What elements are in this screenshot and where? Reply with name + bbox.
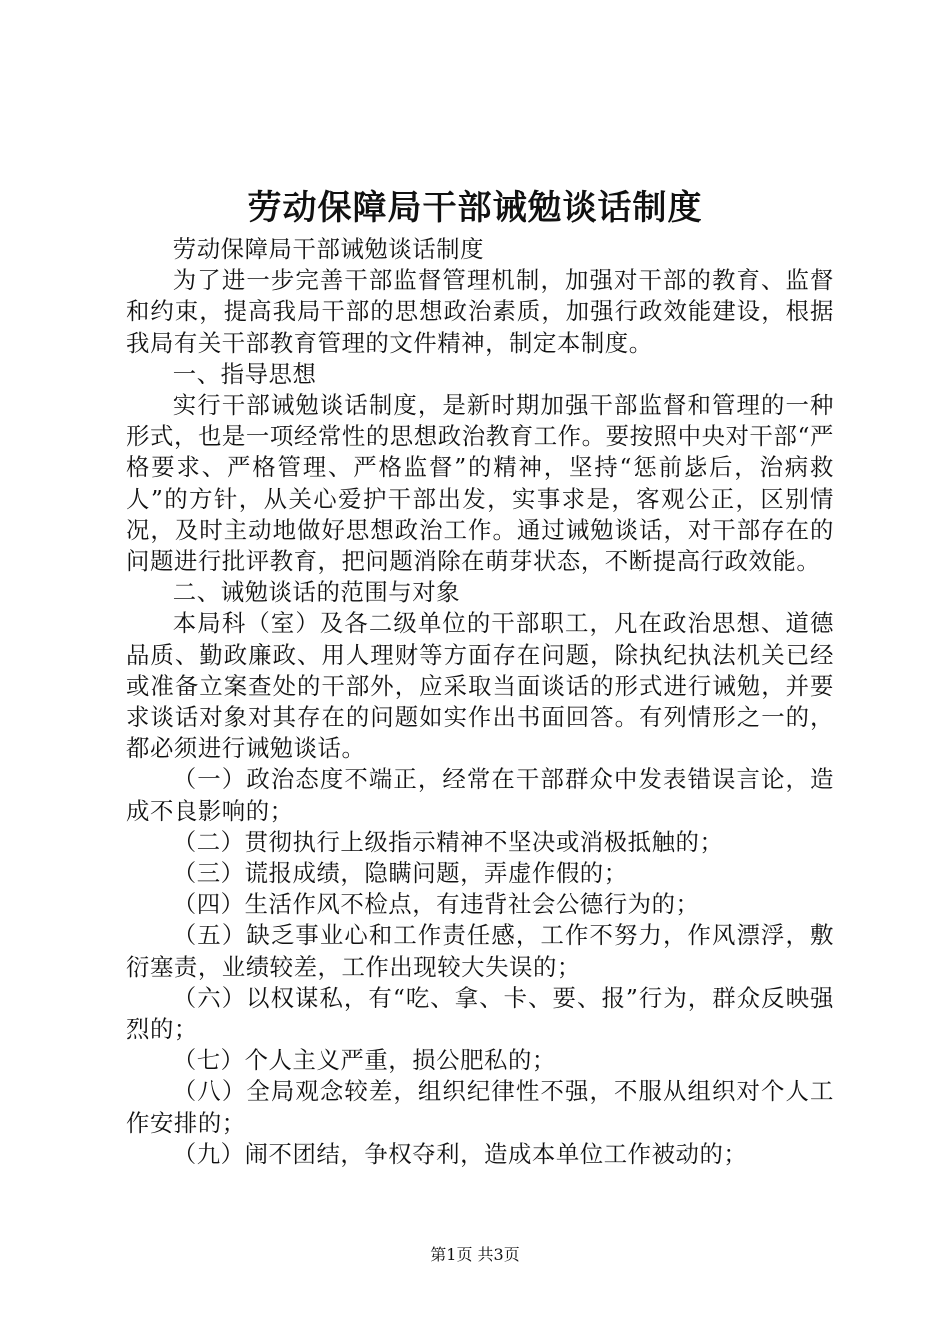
- list-item-3: （三）谎报成绩，隐瞒问题，弄虚作假的；: [172, 859, 628, 888]
- section-heading-scope: 二、诫勉谈话的范围与对象: [172, 578, 461, 607]
- list-item-6: （六）以权谋私，有“吃、拿、卡、要、报”行为，群众反映强烈的；: [126, 983, 834, 1044]
- list-item-4: （四）生活作风不检点，有违背社会公德行为的；: [172, 890, 700, 919]
- paragraph-intro: 为了进一步完善干部监督管理机制，加强对干部的教育、监督和约束，提高我局干部的思想政治素质，加强行政效能建设，根据我局有关干部教育管理的文件精神，制定本制度。: [126, 266, 834, 357]
- list-item-9: （九）闹不团结，争权夺利，造成本单位工作被动的；: [172, 1139, 748, 1168]
- section-heading-guiding-ideology: 一、指导思想: [172, 359, 317, 388]
- paragraph-guiding-ideology: 实行干部诫勉谈话制度，是新时期加强干部监督和管理的一种形式，也是一项经常性的思想政治教育工作。要按照中央对干部“严格要求、严格管理、严格监督”的精神，坚持“惩前毖后，治病救人”的方针，从关心爱护干部出发，实事求是，客观公正，区别情况，及时主动地做好思想政治工作。通过诫勉谈话，对干部存在的问题进行批评教育，把问题消除在萌芽状态，不断提高行政效能。: [126, 391, 834, 576]
- document-title: 劳动保障局干部诫勉谈话制度: [247, 188, 703, 228]
- list-item-8: （八）全局观念较差，组织纪律性不强，不服从组织对个人工作安排的；: [126, 1077, 834, 1137]
- document-body: [126, 234, 834, 1170]
- paragraph-subtitle: 劳动保障局干部诫勉谈话制度: [172, 235, 485, 263]
- list-item-2: （二）贯彻执行上级指示精神不坚决或消极抵触的；: [172, 827, 724, 856]
- page-number: 第1页 共3页: [430, 1245, 520, 1264]
- paragraph-scope: 本局科（室）及各二级单位的干部职工，凡在政治思想、道德品质、勤政廉政、用人理财等方面存在问题，除执纪执法机关已经或准备立案查处的干部外，应采取当面谈话的形式进行诫勉，并要求谈话对象对其存在的问题如实作出书面回答。有列情形之一的，都必须进行诫勉谈话。: [126, 609, 834, 763]
- list-item-7: （七）个人主义严重，损公肥私的；: [172, 1046, 556, 1075]
- list-item-1: （一）政治态度不端正，经常在干部群众中发表错误言论，造成不良影响的；: [126, 765, 834, 825]
- list-item-5: （五）缺乏事业心和工作责任感，工作不努力，作风漂浮，敷衍塞责，业绩较差，工作出现较大失误的；: [126, 921, 834, 981]
